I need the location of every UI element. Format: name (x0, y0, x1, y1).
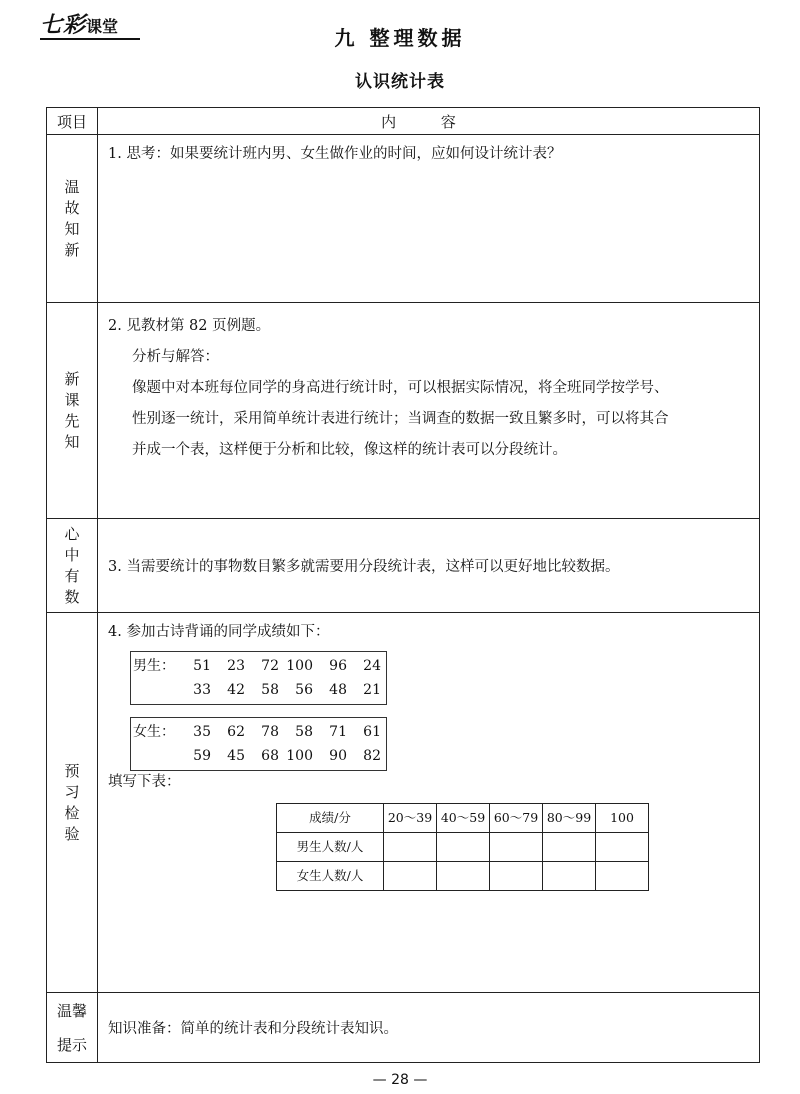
score-cell: 61 (363, 724, 381, 740)
fill-row-girls (277, 862, 649, 891)
header-item: 项目 (47, 108, 98, 135)
question-3: 3. 当需要统计的事物数目繁多就需要用分段统计表，这样可以更好地比较数据。 (108, 558, 620, 575)
fill-in-table (276, 803, 649, 891)
analysis-title: 分析与解答： (132, 349, 219, 365)
section-review (47, 135, 760, 303)
worksheet-table (46, 107, 760, 1063)
score-cell: 82 (363, 748, 381, 764)
boys-label: 男生： (133, 658, 175, 674)
answer-cell[interactable] (596, 833, 649, 862)
analysis-line-1: 像题中对本班每位同学的身高进行统计时，可以根据实际情况，将全班同学按学号、 (132, 380, 669, 396)
score-cell: 90 (329, 748, 347, 764)
tip-label: 温馨提示 (47, 993, 98, 1063)
answer-cell[interactable] (384, 862, 437, 891)
fill-header-cell: 成绩/分 (277, 804, 384, 833)
check-label: 预习检验 (47, 613, 98, 993)
score-cell: 96 (329, 658, 347, 674)
section-mind (47, 519, 760, 613)
preview-label: 新课先知 (47, 303, 98, 519)
fill-row-label: 女生人数/人 (277, 862, 384, 891)
score-cell: 48 (329, 682, 347, 698)
review-content (98, 135, 760, 303)
score-cell: 100 (286, 748, 313, 764)
lesson-title: 认识统计表 (355, 72, 445, 92)
girls-label: 女生： (133, 724, 175, 740)
fill-row-label: 男生人数/人 (277, 833, 384, 862)
score-cell: 78 (261, 724, 279, 740)
answer-cell[interactable] (490, 862, 543, 891)
question-1: 1. 思考：如果要统计班内男、女生做作业的时间，应如何设计统计表？ (108, 146, 562, 162)
fill-row-boys (277, 833, 649, 862)
check-content (98, 613, 760, 993)
analysis-line-2: 性别逐一统计，采用简单统计表进行统计；当调查的数据一致且繁多时，可以将其合 (132, 411, 669, 427)
review-label: 温故知新 (47, 135, 98, 303)
answer-cell[interactable] (437, 862, 490, 891)
answer-cell[interactable] (384, 833, 437, 862)
fill-header-cell: 40～59 (437, 804, 490, 833)
fill-prompt: 填写下表： (108, 774, 181, 790)
score-cell: 71 (329, 724, 347, 740)
girls-scores-box (130, 717, 387, 771)
answer-cell[interactable] (437, 833, 490, 862)
answer-cell[interactable] (596, 862, 649, 891)
score-cell: 59 (193, 748, 211, 764)
boys-row-1 (133, 654, 386, 678)
section-tip (47, 993, 760, 1063)
answer-cell[interactable] (543, 862, 596, 891)
fill-header-cell: 100 (596, 804, 649, 833)
section-check (47, 613, 760, 993)
question-2: 2. 见教材第 82 页例题。 (108, 318, 271, 334)
score-cell: 45 (227, 748, 245, 764)
girls-row-1 (133, 720, 386, 744)
logo-text: 七彩 (40, 13, 87, 38)
fill-header-row (277, 804, 649, 833)
header-content: 内 容 (98, 108, 760, 135)
mind-label: 心中有数 (47, 519, 98, 613)
score-cell: 72 (261, 658, 279, 674)
score-cell: 24 (363, 658, 381, 674)
score-cell: 68 (261, 748, 279, 764)
score-cell: 33 (193, 682, 211, 698)
chapter-title: 九 整理数据 (334, 26, 466, 50)
score-cell: 51 (193, 658, 211, 674)
score-cell: 42 (227, 682, 245, 698)
section-preview (47, 303, 760, 519)
score-cell: 62 (227, 724, 245, 740)
fill-header-cell: 80～99 (543, 804, 596, 833)
boys-scores-box (130, 651, 387, 705)
tip-content: 知识准备：简单的统计表和分段统计表知识。 (98, 993, 760, 1063)
boys-row-2 (133, 678, 386, 702)
answer-cell[interactable] (543, 833, 596, 862)
preview-content (98, 303, 760, 519)
score-cell: 56 (295, 682, 313, 698)
page-number: — 28 — (372, 1072, 428, 1088)
fill-header-cell: 20～39 (384, 804, 437, 833)
score-cell: 35 (193, 724, 211, 740)
analysis-line-3: 并成一个表，这样便于分析和比较，像这样的统计表可以分段统计。 (132, 442, 567, 458)
question-4: 4. 参加古诗背诵的同学成绩如下： (108, 624, 330, 640)
score-cell: 21 (363, 682, 381, 698)
girls-row-2 (133, 744, 386, 768)
score-cell: 58 (295, 724, 313, 740)
mind-content (98, 519, 760, 613)
logo-suffix: 课堂 (86, 17, 119, 36)
fill-header-cell: 60～79 (490, 804, 543, 833)
score-cell: 23 (227, 658, 245, 674)
score-cell: 58 (261, 682, 279, 698)
answer-cell[interactable] (490, 833, 543, 862)
score-cell: 100 (286, 658, 313, 674)
